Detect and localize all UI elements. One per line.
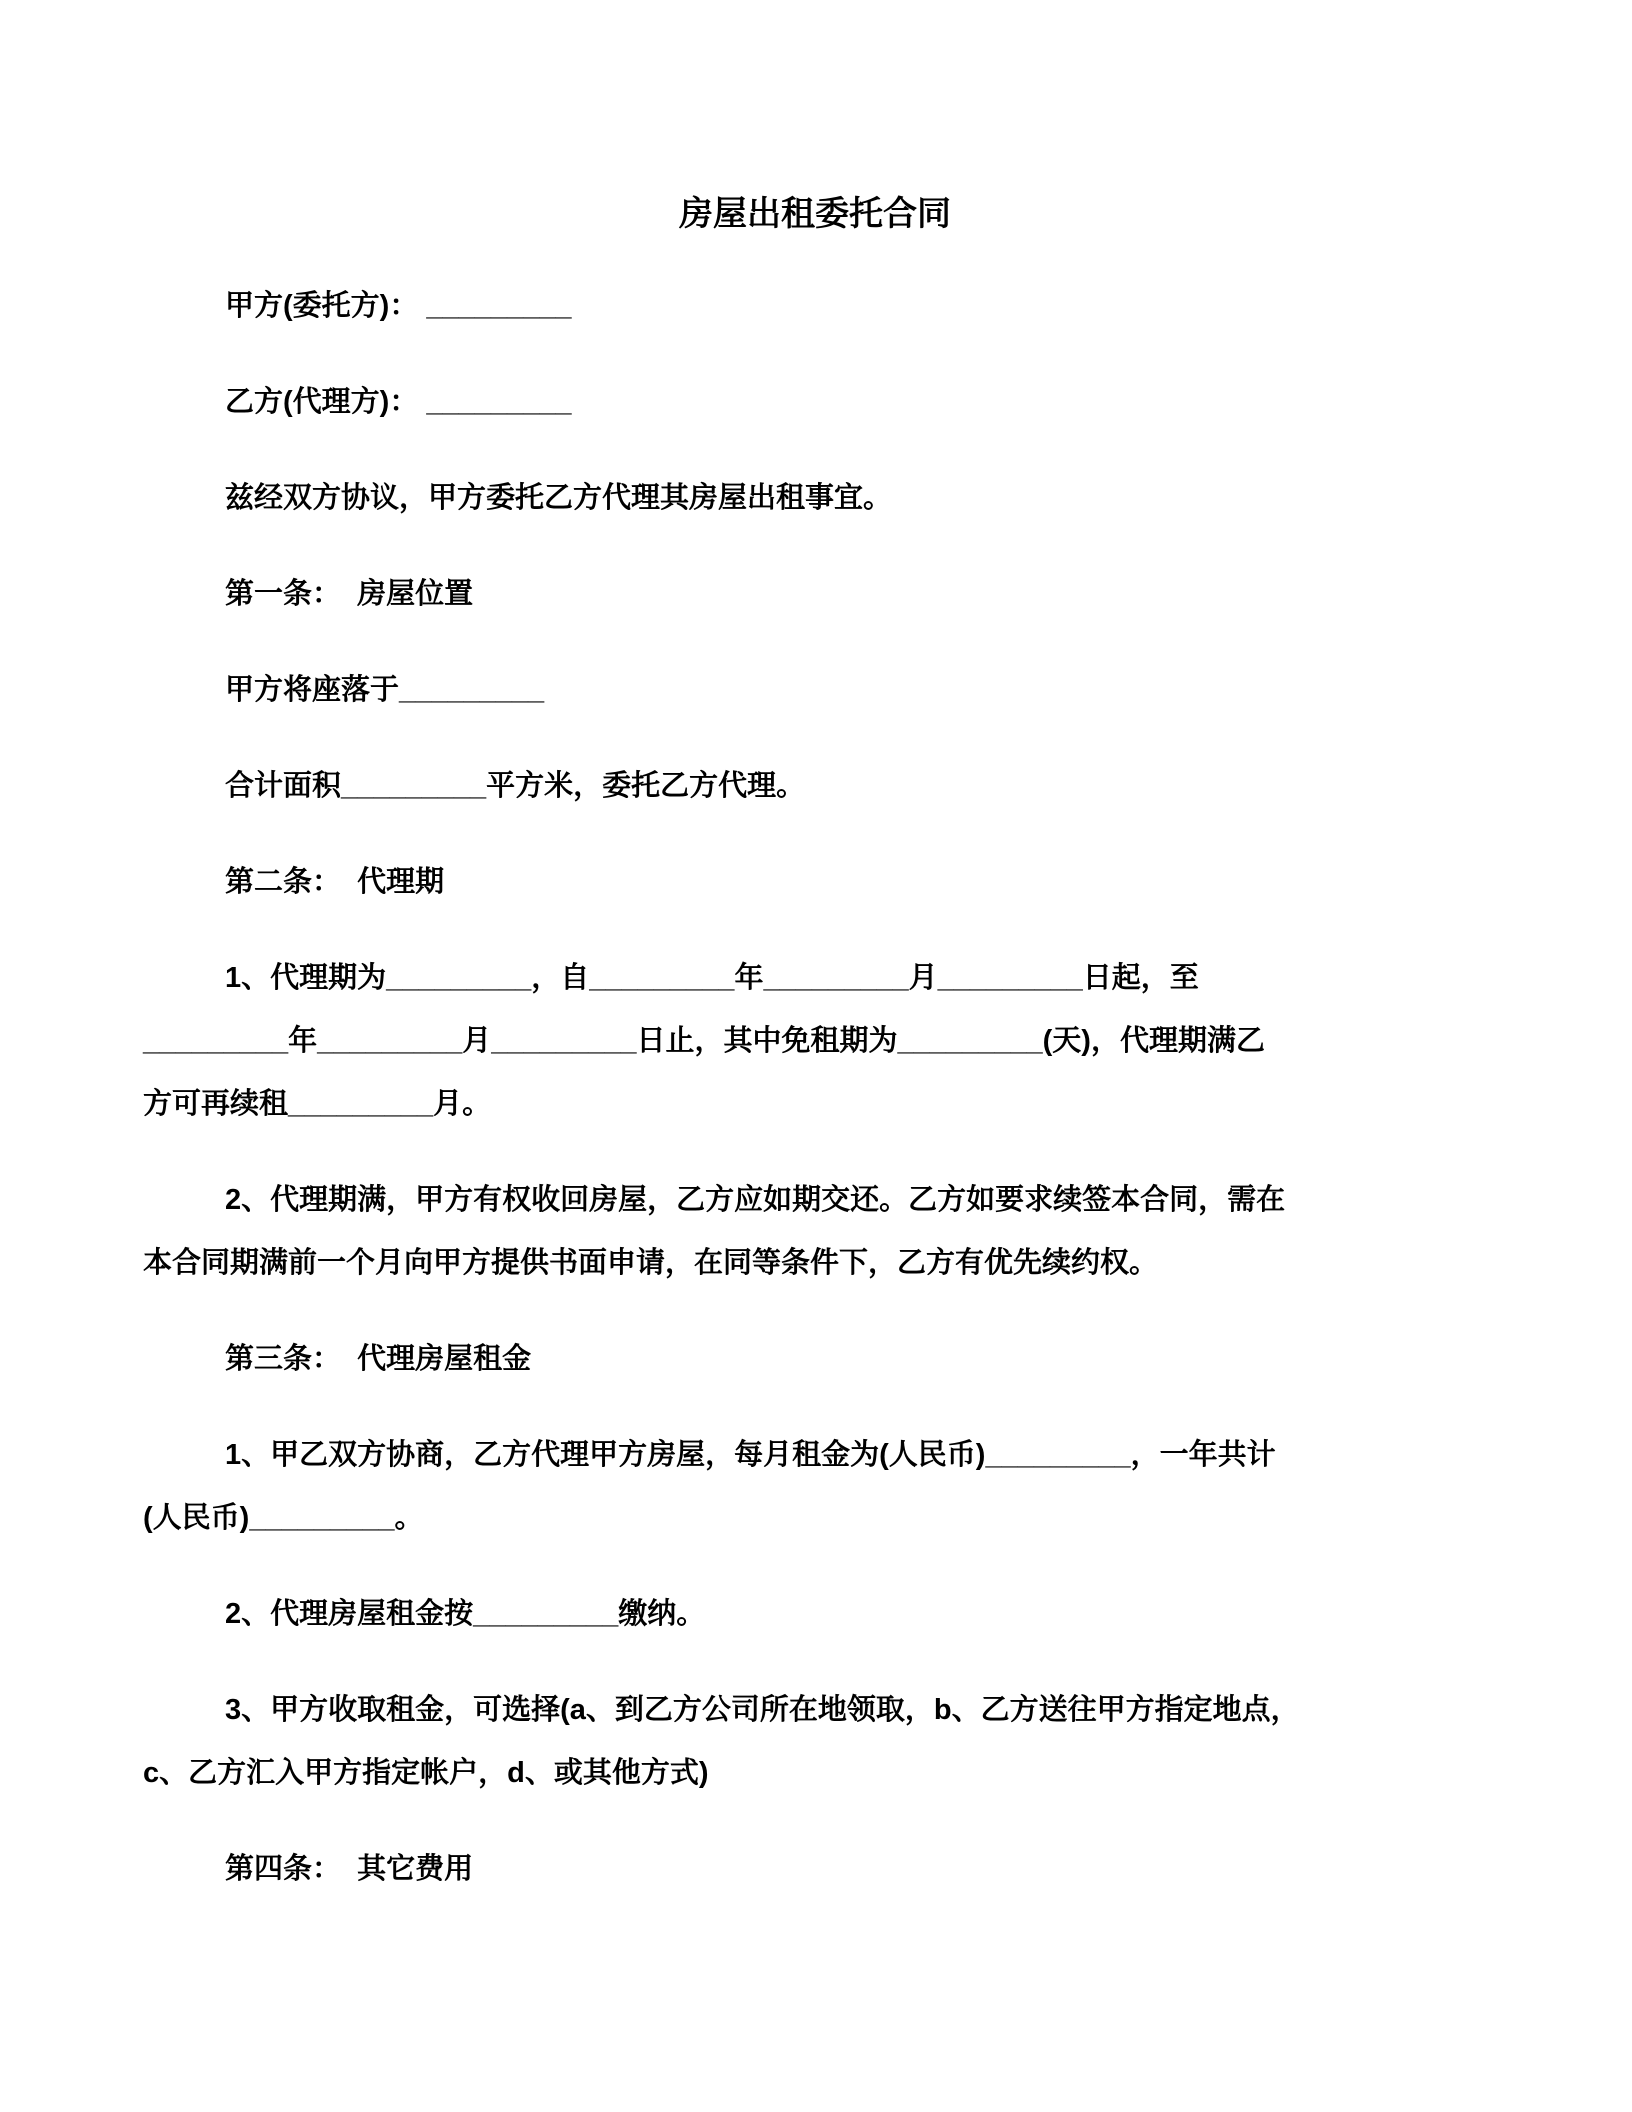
text-line: 第四条： 其它费用 [225,1853,474,1885]
article-3-heading [143,1328,1487,1391]
article-2-item-2 [143,1169,1487,1295]
document-title: 房屋出租委托合同 [679,195,951,233]
article-2-item-1 [143,947,1487,1136]
article-1-heading [143,563,1487,626]
text-line: 甲方将座落于_________ [225,674,545,706]
article-2-heading [143,851,1487,914]
article-1-location [143,659,1487,722]
text-line: 乙方(代理方)： _________ [225,386,572,418]
article-1-area [143,755,1487,818]
text-line: 兹经双方协议，甲方委托乙方代理其房屋出租事宜。 [225,482,893,514]
preamble [143,467,1487,530]
text-line: 1、甲乙双方协商，乙方代理甲方房屋，每月租金为(人民币)_________，一年共计 [225,1439,1276,1471]
text-line: 1、代理期为_________，自_________年_________月_________日起，至 [225,962,1199,994]
text-line: 第二条： 代理期 [225,866,445,898]
text-line: 甲方(委托方)： _________ [225,290,572,322]
article-4-heading [143,1838,1487,1901]
text-line: 第一条： 房屋位置 [225,578,474,610]
party-a-line [143,275,1487,338]
article-3-item-3 [143,1679,1487,1805]
text-line: (人民币)_________。 [143,1502,424,1534]
text-line: 3、甲方收取租金，可选择(a、到乙方公司所在地领取，b、乙方送往甲方指定地点， [225,1694,1300,1726]
text-line: 方可再续租_________月。 [143,1088,492,1120]
party-b-line [143,371,1487,434]
article-3-item-2 [143,1583,1487,1646]
text-line: c、乙方汇入甲方指定帐户，d、或其他方式) [143,1757,709,1789]
text-line: 第三条： 代理房屋租金 [225,1343,532,1375]
text-line: 合计面积_________平方米，委托乙方代理。 [225,770,806,802]
text-line: 2、代理期满，甲方有权收回房屋，乙方应如期交还。乙方如要求续签本合同，需在 [225,1184,1286,1216]
article-3-item-1 [143,1424,1487,1550]
text-line: _________年_________月_________日止，其中免租期为_________(天)，代理期满乙 [143,1025,1265,1057]
text-line: 本合同期满前一个月向甲方提供书面申请，在同等条件下，乙方有优先续约权。 [143,1247,1159,1279]
text-line: 2、代理房屋租金按_________缴纳。 [225,1598,706,1630]
